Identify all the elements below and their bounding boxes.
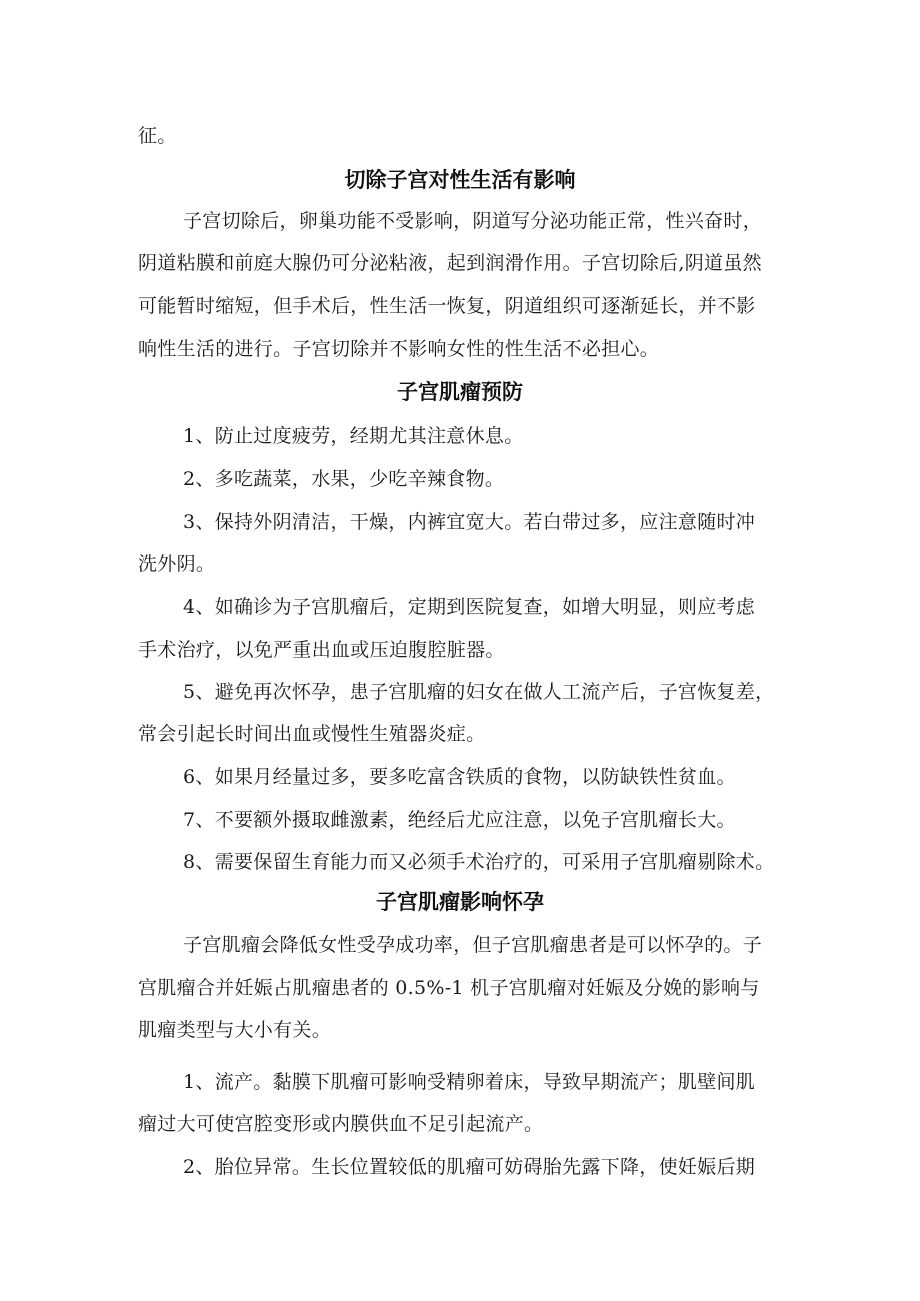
intro-tail-line: 征。 [138,125,177,147]
section-heading-hysterectomy-sexual-life: 切除子宫对性生活有影响 [344,168,576,192]
list-item: 5、避免再次怀孕，患子宫肌瘤的妇女在做人工流产后，子宫恢复差， [183,681,775,703]
list-item: 1、流产。黏膜下肌瘤可影响受精卵着床，导致早期流产；肌壁间肌 [183,1071,756,1093]
paragraph-line: 可能暂时缩短，但手术后，性生活一恢复，阴道组织可逐渐延长，并不影 [138,295,756,317]
list-item: 2、多吃蔬菜，水果，少吃辛辣食物。 [183,468,505,490]
list-item: 4、如确诊为子宫肌瘤后，定期到医院复查，如增大明显，则应考虑 [183,596,756,618]
section-heading-fibroid-prevention: 子宫肌瘤预防 [397,380,523,404]
paragraph-line: 肌瘤类型与大小有关。 [138,1019,332,1041]
list-item-continuation: 洗外阴。 [138,553,216,575]
list-item: 7、不要额外摄取雌激素，绝经后尤应注意，以免子宫肌瘤长大。 [183,809,736,831]
list-item: 8、需要保留生育能力而又必须手术治疗的，可采用子宫肌瘤剔除术。 [183,851,775,873]
list-item: 1、防止过度疲劳，经期尤其注意休息。 [183,425,524,447]
paragraph-line: 子宫肌瘤会降低女性受孕成功率，但子宫肌瘤患者是可以怀孕的。子 [183,934,763,956]
list-item: 2、胎位异常。生长位置较低的肌瘤可妨碍胎先露下降，使妊娠后期 [183,1156,756,1178]
section-heading-fibroid-pregnancy: 子宫肌瘤影响怀孕 [376,890,544,914]
paragraph-line: 宫肌瘤合并妊娠占肌瘤患者的 0.5%-1 机子宫肌瘤对妊娠及分娩的影响与 [138,977,760,999]
list-item-continuation: 手术治疗，以免严重出血或压迫腹腔脏器。 [138,639,505,661]
list-item-continuation: 瘤过大可使宫腔变形或内膜供血不足引起流产。 [138,1113,544,1135]
paragraph-line: 子宫切除后，卵巢功能不受影响，阴道写分泌功能正常，性兴奋时， [183,210,763,232]
paragraph-line: 响性生活的进行。子宫切除并不影响女性的性生活不必担心。 [138,338,660,360]
list-item: 6、如果月经量过多，要多吃富含铁质的食物，以防缺铁性贫血。 [183,766,736,788]
list-item: 3、保持外阴清洁，干燥，内裤宜宽大。若白带过多，应注意随时冲 [183,511,756,533]
paragraph-line: 阴道粘膜和前庭大腺仍可分泌粘液，起到润滑作用。子宫切除后,阴道虽然 [138,252,762,274]
list-item-continuation: 常会引起长时间出血或慢性生殖器炎症。 [138,723,486,745]
